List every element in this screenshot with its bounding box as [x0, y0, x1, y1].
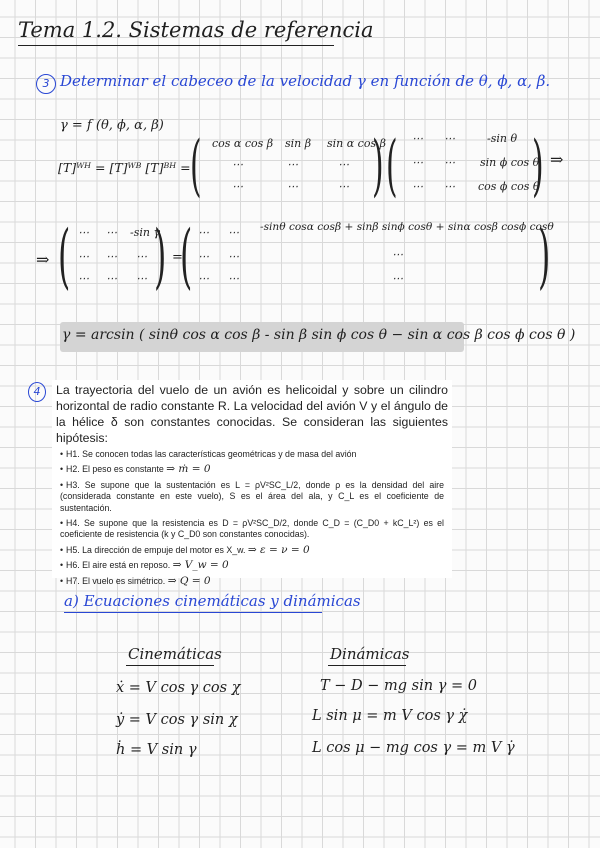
kinematic-eq-y: ẏ = V cos γ sin χ: [116, 712, 238, 728]
matrix-equation-lhs: [T]ᵂᴴ = [T]ᵂᴮ [T]ᴮᴴ =: [58, 160, 191, 175]
matrix2-dots: ⋯: [444, 156, 455, 169]
matrix4-dots: ⋯: [392, 248, 403, 261]
hypothesis-note: ⇒ ε = ν = 0: [247, 543, 310, 556]
problem-statement: La trayectoria del vuelo de un avión es helicoidal y sobre un cilindro horizontal de radio constante R. La velocidad del avión V y el ángulo de la hélice δ son constantes conocidas. Se consideran las siguientes hipótesis:: [56, 383, 448, 445]
dinamicas-title: Dinámicas: [330, 645, 410, 663]
dynamic-eq-vertical: L cos μ − mg cos γ = m V γ̇: [312, 740, 515, 756]
hypothesis-item: • H4. Se supone que la resistencia es D = ρV²SC_D/2, donde C_D = (C_D0 + kC_L²) es el coeficiente de resistencia (k y C_D0 son constantes conocidas).: [60, 518, 444, 540]
matrix2-right-paren: ): [532, 127, 544, 204]
matrix3-dots: ⋯: [106, 250, 117, 263]
hypothesis-note: ⇒ ṁ = 0: [166, 463, 211, 476]
matrix2-dots: ⋯: [412, 156, 423, 169]
matrix1-r1c1: cos α cos β: [212, 137, 274, 150]
matrix2-dots: ⋯: [444, 132, 455, 145]
matrix3-dots: ⋯: [106, 272, 117, 285]
matrix3-dots: ⋯: [78, 272, 89, 285]
matrix2-r3c3: cos ϕ cos θ: [478, 180, 540, 193]
hypothesis-item: • H7. El vuelo es simétrico. ⇒ Q = 0: [60, 574, 211, 587]
implies-arrow: ⇒: [36, 250, 50, 269]
hypotheses-list: [60, 449, 452, 587]
matrix4-dots: ⋯: [228, 250, 239, 263]
cinematicas-title: Cinemáticas: [128, 645, 222, 663]
matrix4-dots: ⋯: [198, 272, 209, 285]
implies-arrow: ⇒: [550, 150, 564, 169]
section-a-title: a) Ecuaciones cinemáticas y dinámicas: [64, 592, 361, 610]
matrix2-dots: ⋯: [444, 180, 455, 193]
matrix4-dots: ⋯: [228, 226, 239, 239]
cinematicas-underline: [126, 665, 214, 666]
item-4-number: 4: [28, 382, 46, 402]
matrix2-r1c3: -sin θ: [487, 132, 518, 145]
matrix4-dots: ⋯: [228, 272, 239, 285]
matrix3-left-paren: (: [58, 215, 71, 297]
matrix3-dots: ⋯: [78, 226, 89, 239]
kinematic-eq-x: ẋ = V cos γ cos χ: [116, 680, 241, 696]
matrix1-dots: ⋯: [338, 158, 349, 171]
matrix2-dots: ⋯: [412, 180, 423, 193]
matrix1-right-paren: ): [372, 127, 384, 204]
hypothesis-note: ⇒ Q = 0: [167, 574, 211, 587]
matrix3-dots: ⋯: [78, 250, 89, 263]
page-title: Tema 1.2. Sistemas de referencia: [18, 18, 374, 42]
matrix1-left-paren: (: [190, 127, 202, 204]
gamma-result: γ = arcsin ( sinθ cos α cos β - sin β sin ϕ cos θ − sin α cos β cos ϕ cos θ ): [62, 327, 576, 343]
matrix1-dots: ⋯: [232, 180, 243, 193]
hypothesis-item: • H1. Se conocen todas las características geométricas y de masa del avión: [60, 449, 357, 459]
matrix2-dots: ⋯: [412, 132, 423, 145]
hypothesis-item: • H6. El aire está en reposo. ⇒ V_w = 0: [60, 559, 229, 572]
matrix2-r2c3: sin ϕ cos θ: [480, 156, 540, 169]
matrix3-dots: ⋯: [106, 226, 117, 239]
gamma-function: γ = f (θ, ϕ, α, β): [60, 118, 164, 133]
dynamic-eq-tangential: T − D − mg sin γ = 0: [320, 678, 477, 694]
hypothesis-item: • H3. Se supone que la sustentación es L = ρV²SC_L/2, donde ρ es la densidad del aire (considerada constante en este vuelo), S es el área del ala, y C_L es el coeficiente de sustentación.: [60, 479, 444, 513]
matrix3-r1c3: -sin γ: [130, 226, 161, 239]
equals-sign: =: [172, 250, 183, 265]
section-a-underline: [64, 612, 322, 613]
matrix4-dots: ⋯: [198, 226, 209, 239]
matrix4-right-paren: ): [538, 215, 551, 297]
item-3-number: 3: [36, 74, 56, 94]
problem-statement-box: [52, 380, 452, 587]
matrix1-r1c2: sin β: [285, 137, 312, 150]
matrix3-right-paren: ): [154, 215, 167, 297]
matrix3-dots: ⋯: [136, 250, 147, 263]
matrix4-dots: ⋯: [392, 272, 403, 285]
matrix4-left-paren: (: [180, 215, 193, 297]
long-expression: -sinθ cosα cosβ + sinβ sinϕ cosθ + sinα cosβ cosϕ cosθ: [260, 221, 554, 233]
matrix1-dots: ⋯: [232, 158, 243, 171]
hypothesis-note: ⇒ V_w = 0: [172, 559, 229, 572]
matrix1-dots: ⋯: [338, 180, 349, 193]
matrix1-dots: ⋯: [287, 158, 298, 171]
hypothesis-item: • H5. La dirección de empuje del motor es X_w. ⇒ ε = ν = 0: [60, 543, 310, 556]
matrix2-left-paren: (: [386, 127, 398, 204]
matrix1-dots: ⋯: [287, 180, 298, 193]
matrix1-r1c3: sin α cos β: [327, 137, 386, 150]
item-3-prompt: Determinar el cabeceo de la velocidad γ en función de θ, ϕ, α, β.: [60, 72, 551, 90]
dinamicas-underline: [328, 665, 406, 666]
kinematic-eq-h: ḣ = V sin γ: [116, 742, 197, 758]
matrix4-dots: ⋯: [198, 250, 209, 263]
dynamic-eq-horizontal: L sin μ = m V cos γ χ̇: [312, 708, 468, 724]
matrix3-dots: ⋯: [136, 272, 147, 285]
hypothesis-item: • H2. El peso es constante ⇒ ṁ = 0: [60, 463, 211, 476]
title-underline: [18, 45, 334, 46]
